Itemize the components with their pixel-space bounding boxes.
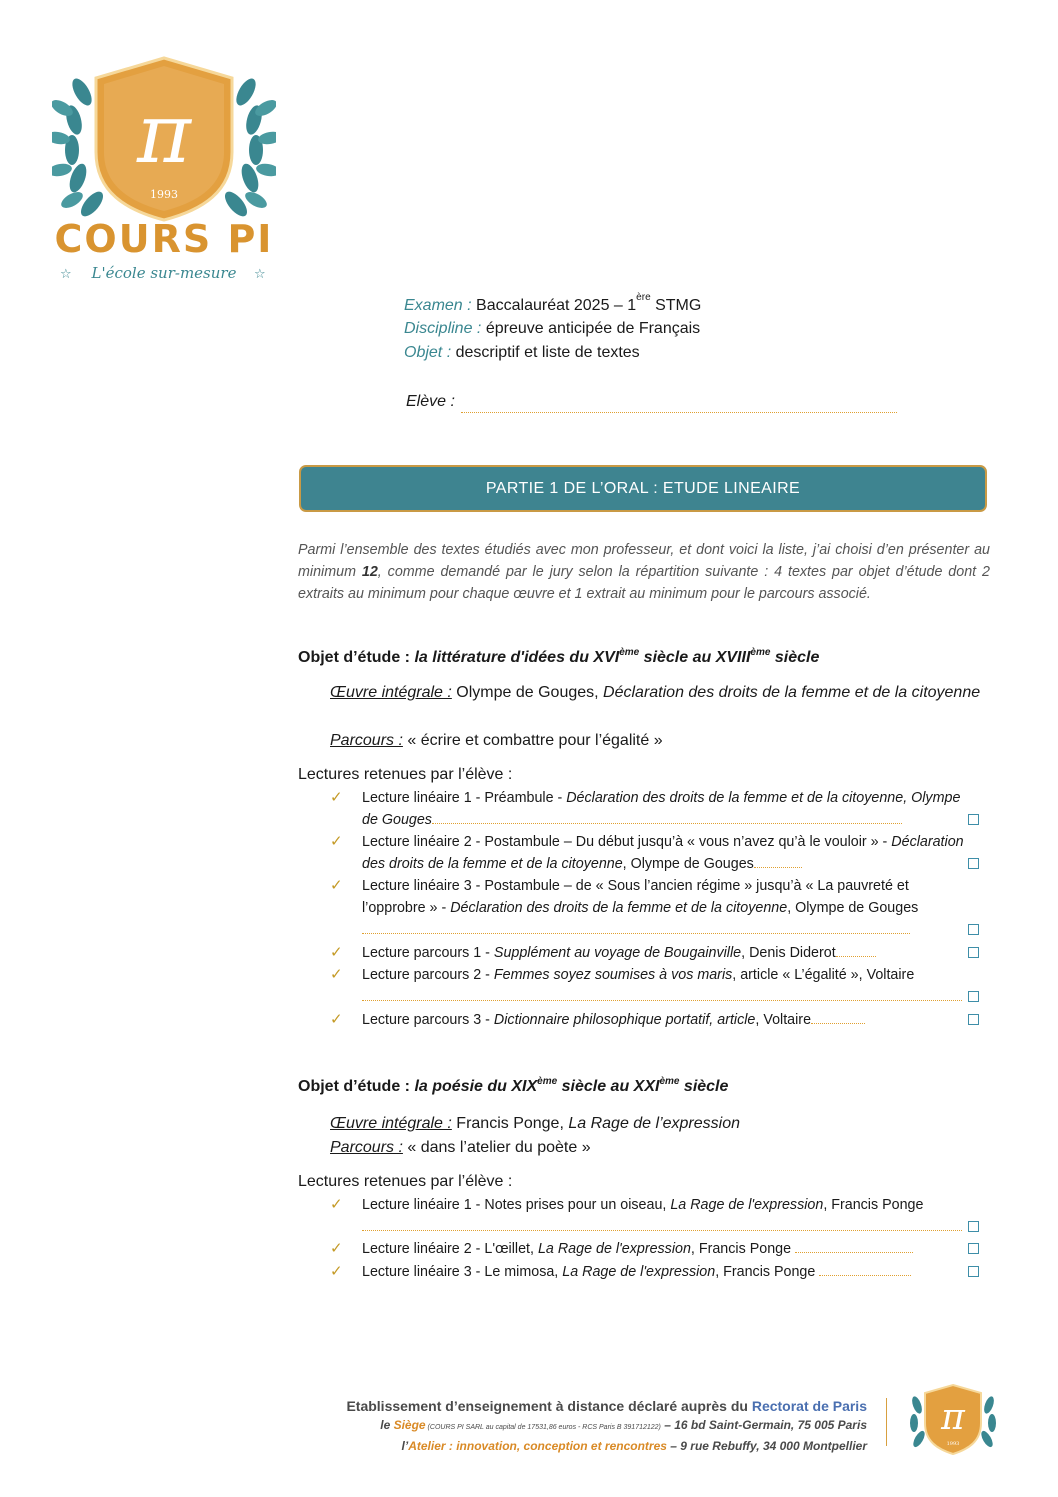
- section1-title-prefix: Objet d’étude :: [298, 649, 410, 666]
- footer-line3-c: : innovation, conception et rencontres: [445, 1439, 667, 1453]
- section2-parcours: [298, 1136, 990, 1160]
- item-italic: Déclaration des droits de la femme et de la citoyenne, Olympe de Gouges: [362, 790, 961, 828]
- oeuvre-label: Œuvre intégrale :: [330, 684, 452, 701]
- banner-title: PARTIE 1 DE L’ORAL : ETUDE LINEAIRE: [485, 479, 801, 497]
- logo-year: 1993: [150, 188, 178, 201]
- checkbox[interactable]: [968, 1221, 979, 1232]
- item-italic: Dictionnaire philosophique portatif, article: [493, 1012, 756, 1028]
- star-icon: ☆: [254, 266, 266, 281]
- eleve-field[interactable]: [461, 394, 897, 413]
- item-text: Lecture parcours 2 -: [362, 967, 494, 983]
- footer-line3-b: Atelier: [408, 1439, 446, 1453]
- parcours-label: Parcours :: [330, 1139, 403, 1156]
- item-text: Lecture linéaire 2 - L'œillet,: [362, 1241, 538, 1257]
- section1-sup-a: ème: [619, 647, 640, 658]
- logo-year: 1993: [946, 1441, 960, 1447]
- discipline-line: [404, 317, 700, 340]
- list-item-text: [362, 1009, 967, 1031]
- list-item-text: [362, 1261, 967, 1283]
- item-text: Lecture parcours 1 -: [362, 945, 494, 961]
- section1-title: [298, 649, 819, 667]
- item-text: Lecture linéaire 1 - Préambule -: [362, 790, 567, 806]
- parcours-label: Parcours :: [330, 732, 403, 749]
- dotted-leader: [362, 919, 910, 934]
- item-text: Lecture linéaire 2 - Postambule – Du début jusqu’à « vous n’avez qu’à le vouloir » -: [362, 834, 892, 850]
- oeuvre-title: Déclaration des droits de la femme et de la citoyenne: [603, 684, 981, 701]
- footer: [300, 1396, 867, 1455]
- intro-bold: 12: [361, 564, 378, 580]
- section1-oeuvre: [298, 681, 990, 705]
- footer-line-3: [300, 1437, 867, 1455]
- list-item-text: [362, 964, 967, 1008]
- section1-parcours: [298, 729, 990, 753]
- list-item-text: [362, 942, 967, 964]
- examen-line: [404, 294, 701, 317]
- footer-line-2: [300, 1416, 867, 1437]
- oeuvre-title: La Rage de l’expression: [568, 1115, 741, 1132]
- list-item-text: [362, 787, 967, 831]
- footer-line2-a: le: [380, 1418, 394, 1432]
- item-italic: Déclaration des droits de la femme et de la citoyenne: [362, 834, 964, 872]
- examen-value: Baccalauréat 2025 – 1: [476, 297, 637, 314]
- parcours-value: « dans l’atelier du poète »: [402, 1139, 591, 1156]
- section1-title-b: siècle au XVIII: [639, 649, 751, 666]
- footer-line2-c: – 16 bd Saint-Germain, 75 005 Paris: [660, 1418, 867, 1432]
- list-item-text: [362, 1194, 990, 1238]
- checkbox[interactable]: [968, 858, 979, 869]
- item-italic: La Rage de l'expression: [562, 1264, 716, 1280]
- section1-sup-b: ème: [750, 647, 771, 658]
- item-text: Lecture linéaire 1 - Notes prises pour un oiseau,: [362, 1197, 671, 1213]
- section2-title-prefix: Objet d’étude :: [298, 1078, 410, 1095]
- section2-lectures-label: Lectures retenues par l’élève :: [298, 1173, 513, 1190]
- section2-sup-a: ème: [537, 1076, 558, 1087]
- logo-tagline: L'école sur-mesure: [91, 264, 237, 282]
- dotted-leader: [819, 1261, 911, 1276]
- examen-sup: ère: [636, 292, 651, 303]
- checkmark-icon: ✓: [330, 1196, 343, 1213]
- intro-paragraph: [298, 539, 990, 605]
- item-text-end: , Francis Ponge: [690, 1241, 792, 1257]
- section1-title-c: siècle: [770, 649, 820, 666]
- footer-line1-a: Etablissement d’enseignement à distance déclaré auprès du: [346, 1398, 752, 1414]
- section2-sup-b: ème: [659, 1076, 680, 1087]
- examen-value-post: STMG: [650, 297, 702, 314]
- section2-title: [298, 1078, 728, 1096]
- footer-line3-d: – 9 rue Rebuffy, 34 000 Montpellier: [666, 1439, 867, 1453]
- footer-divider: [886, 1398, 887, 1446]
- footer-line2-small: (COURS PI SARL au capital de 17531,86 euros - RCS Paris B 391712122): [425, 1424, 661, 1431]
- section2-title-b: siècle au XXI: [557, 1078, 660, 1095]
- checkmark-icon: ✓: [330, 1240, 343, 1257]
- checkmark-icon: ✓: [330, 833, 343, 850]
- list-item-text: [362, 875, 967, 941]
- footer-line3-a: l’: [401, 1439, 409, 1453]
- item-text: Lecture linéaire 3 - Postambule – de « Sous l’ancien régime » jusqu’à « La pauvreté et l’opprobre » -: [362, 878, 909, 916]
- checkbox[interactable]: [968, 947, 979, 958]
- checkbox[interactable]: [968, 814, 979, 825]
- item-text-end: , Francis Ponge: [823, 1197, 924, 1213]
- objet-line: [404, 341, 640, 364]
- section-banner: [299, 465, 987, 512]
- item-italic: Déclaration des droits de la femme et de la citoyenne: [450, 900, 788, 916]
- oeuvre-label: Œuvre intégrale :: [330, 1115, 452, 1132]
- footer-line1-b: Rectorat de Paris: [751, 1398, 867, 1414]
- section2-title-c: siècle: [679, 1078, 729, 1095]
- star-icon: ☆: [60, 266, 72, 281]
- objet-label: Objet :: [404, 344, 452, 361]
- objet-value: descriptif et liste de textes: [455, 344, 640, 361]
- intro-text-1: Parmi l’ensemble des textes étudiés avec mon professeur, et dont voici la liste, j’ai choisi d’en présenter au minimum: [298, 542, 990, 580]
- checkmark-icon: ✓: [330, 1263, 343, 1280]
- checkbox[interactable]: [968, 1266, 979, 1277]
- oeuvre-author: Olympe de Gouges,: [451, 684, 604, 701]
- eleve-label: Elève :: [406, 393, 455, 410]
- pi-symbol: π: [137, 87, 191, 182]
- section1-lectures-label: Lectures retenues par l’élève :: [298, 766, 513, 783]
- checkmark-icon: ✓: [330, 944, 343, 961]
- discipline-label: Discipline :: [404, 320, 482, 337]
- dotted-leader: [362, 986, 962, 1001]
- item-text: Lecture linéaire 3 - Le mimosa,: [362, 1264, 563, 1280]
- dotted-leader: [836, 942, 876, 957]
- eleve-line: [406, 390, 897, 413]
- parcours-value: « écrire et combattre pour l’égalité »: [402, 732, 663, 749]
- dotted-leader: [362, 1216, 962, 1231]
- item-italic: La Rage de l'expression: [537, 1241, 691, 1257]
- checkbox[interactable]: [968, 1243, 979, 1254]
- cours-pi-small-logo: [905, 1383, 1001, 1457]
- section2-title-a: la poésie du XIX: [414, 1078, 538, 1095]
- checkmark-icon: ✓: [330, 966, 343, 983]
- item-text-end: , Olympe de Gouges: [622, 856, 754, 872]
- item-text: Lecture parcours 3 -: [362, 1012, 494, 1028]
- checkmark-icon: ✓: [330, 1011, 343, 1028]
- dotted-leader: [432, 809, 902, 824]
- oeuvre-author: Francis Ponge,: [451, 1115, 569, 1132]
- item-text-end: , article « L’égalité », Voltaire: [732, 967, 915, 983]
- checkbox[interactable]: [968, 1014, 979, 1025]
- checkmark-icon: ✓: [330, 877, 343, 894]
- logo-brand: COURS PI: [54, 217, 274, 261]
- section2-oeuvre: [298, 1112, 990, 1136]
- cours-pi-logo: [52, 52, 276, 284]
- dotted-leader: [795, 1238, 913, 1253]
- examen-label: Examen :: [404, 297, 472, 314]
- item-text-end: , Francis Ponge: [715, 1264, 816, 1280]
- item-italic: La Rage de l'expression: [670, 1197, 824, 1213]
- checkbox[interactable]: [968, 991, 979, 1002]
- item-italic: Femmes soyez soumises à vos maris: [493, 967, 733, 983]
- list-item-text: [362, 831, 967, 875]
- checkbox[interactable]: [968, 924, 979, 935]
- pi-symbol: π: [941, 1397, 965, 1438]
- item-italic: Supplément au voyage de Bougainville: [493, 945, 742, 961]
- footer-line2-b: Siège: [393, 1418, 426, 1432]
- item-text-end: , Olympe de Gouges: [787, 900, 919, 916]
- footer-line-1: [300, 1396, 867, 1416]
- discipline-value: épreuve anticipée de Français: [485, 320, 701, 337]
- intro-text-2: , comme demandé par le jury selon la répartition suivante : 4 textes par objet d’étude dont 2 extraits au minimum pour chaque œuvre et 1 extrait au minimum pour le parcours associé.: [298, 564, 990, 602]
- checkmark-icon: ✓: [330, 789, 343, 806]
- item-text-end: , Voltaire: [755, 1012, 812, 1028]
- section1-title-a: la littérature d'idées du XVI: [414, 649, 620, 666]
- list-item-text: [362, 1238, 967, 1260]
- dotted-leader: [754, 853, 802, 868]
- dotted-leader: [811, 1009, 865, 1024]
- item-text-end: , Denis Diderot: [741, 945, 836, 961]
